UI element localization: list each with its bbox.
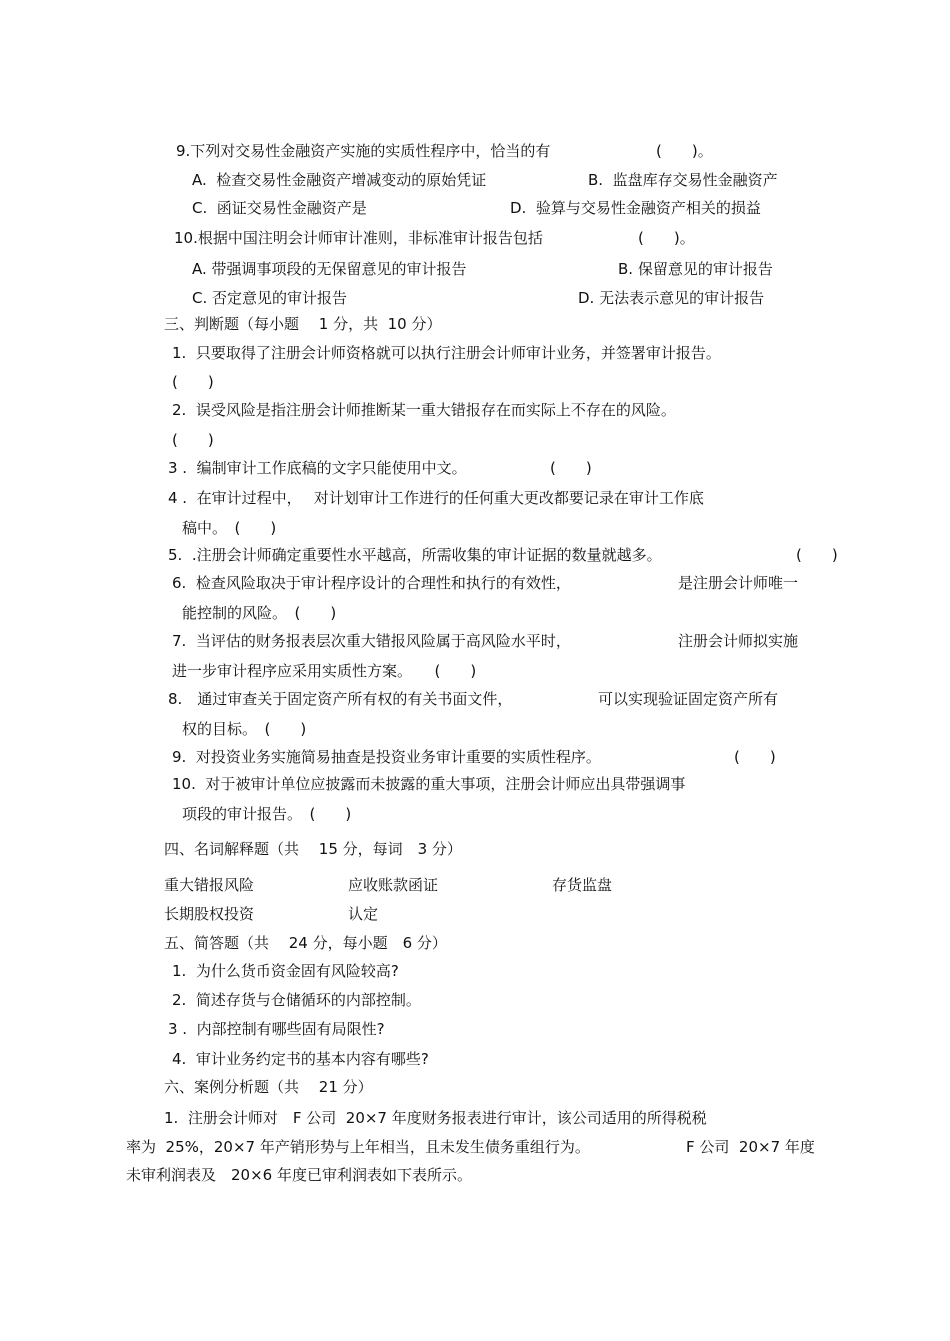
term-4: 长期股权投资: [164, 905, 255, 923]
judge-item-7-cont: 进一步审计程序应采用实质性方案。 ( ): [172, 662, 477, 680]
judge-item-1-blank: ( ): [172, 373, 214, 391]
judge-item-3-blank: ( ): [550, 459, 592, 477]
q10-option-d: D. 无法表示意见的审计报告: [578, 289, 765, 307]
judge-item-8: 8. 通过审查关于固定资产所有权的有关书面文件，: [168, 690, 513, 708]
judge-item-1: 1. 只要取得了注册会计师资格就可以执行注册会计师审计业务，并签署审计报告。: [172, 344, 721, 362]
judge-item-10: 10. 对于被审计单位应披露而未披露的重大事项，注册会计师应出具带强调事: [172, 775, 686, 793]
judge-item-9: 9. 对投资业务实施简易抽查是投资业务审计重要的实质性程序。: [172, 748, 601, 766]
judge-item-8-cont: 权的目标。 ( ): [182, 720, 307, 738]
q9-option-d: D. 验算与交易性金融资产相关的损益: [510, 199, 761, 217]
short-answer-3: 3 . 内部控制有哪些固有局限性?: [168, 1020, 385, 1038]
short-answer-4: 4. 审计业务约定书的基本内容有哪些?: [172, 1050, 429, 1068]
case-paragraph-line-1: 1. 注册会计师对 F 公司 20×7 年度财务报表进行审计，该公司适用的所得税税: [164, 1109, 707, 1127]
section3-title: 三、判断题（每小题 1 分，共 10 分）: [164, 315, 442, 333]
judge-item-2-blank: ( ): [172, 431, 214, 449]
q10-option-a: A. 带强调事项段的无保留意见的审计报告: [192, 260, 467, 278]
term-3: 存货监盘: [552, 876, 613, 894]
short-answer-1: 1. 为什么货币资金固有风险较高?: [172, 962, 399, 980]
judge-item-6: 6. 检查风险取决于审计程序设计的合理性和执行的有效性，: [172, 574, 571, 592]
short-answer-2: 2. 简述存货与仓储循环的内部控制。: [172, 991, 421, 1009]
q10-answer-blank: ( )。: [638, 229, 695, 247]
q9-option-a: A. 检查交易性金融资产增减变动的原始凭证: [192, 171, 487, 189]
judge-item-7-right: 注册会计师拟实施: [678, 632, 799, 650]
section6-title: 六、案例分析题（共 21 分）: [164, 1078, 373, 1096]
judge-item-6-right: 是注册会计师唯一: [678, 574, 799, 592]
case-paragraph-line-2-right: F 公司 20×7 年度: [686, 1138, 815, 1156]
term-5: 认定: [348, 905, 379, 923]
judge-item-3: 3 . 编制审计工作底稿的文字只能使用中文。: [168, 459, 467, 477]
judge-item-8-right: 可以实现验证固定资产所有: [598, 690, 779, 708]
q9-option-c: C. 函证交易性金融资产是: [192, 199, 367, 217]
judge-item-2: 2. 误受风险是指注册会计师推断某一重大错报存在而实际上不存在的风险。: [172, 401, 676, 419]
section4-title: 四、名词解释题（共 15 分，每词 3 分）: [164, 840, 462, 858]
judge-item-5: 5. .注册会计师确定重要性水平越高，所需收集的审计证据的数量就越多。: [168, 546, 662, 564]
term-1: 重大错报风险: [164, 876, 255, 894]
judge-item-5-blank: ( ): [796, 546, 838, 564]
q9-option-b: B. 监盘库存交易性金融资产: [588, 171, 778, 189]
q9-stem: 9.下列对交易性金融资产实施的实质性程序中，恰当的有: [176, 142, 551, 160]
section5-title: 五、简答题（共 24 分，每小题 6 分）: [164, 934, 447, 952]
judge-item-4-cont: 稿中。 ( ): [182, 519, 277, 537]
judge-item-9-blank: ( ): [734, 748, 776, 766]
judge-item-4: 4 . 在审计过程中， 对计划审计工作进行的任何重大更改都要记录在审计工作底: [168, 489, 704, 507]
judge-item-6-cont: 能控制的风险。 ( ): [182, 604, 337, 622]
judge-item-10-cont: 项段的审计报告。 ( ): [182, 805, 352, 823]
judge-item-7: 7. 当评估的财务报表层次重大错报风险属于高风险水平时，: [172, 632, 571, 650]
q9-answer-blank: ( )。: [656, 142, 713, 160]
term-2: 应收账款函证: [348, 876, 439, 894]
q10-option-b: B. 保留意见的审计报告: [618, 260, 773, 278]
case-paragraph-line-2: 率为 25%，20×7 年产销形势与上年相当，且未发生债务重组行为。: [126, 1138, 590, 1156]
q10-option-c: C. 否定意见的审计报告: [192, 289, 348, 307]
case-paragraph-line-3: 未审利润表及 20×6 年度已审利润表如下表所示。: [126, 1166, 472, 1184]
q10-stem: 10.根据中国注明会计师审计准则，非标准审计报告包括: [174, 229, 543, 247]
